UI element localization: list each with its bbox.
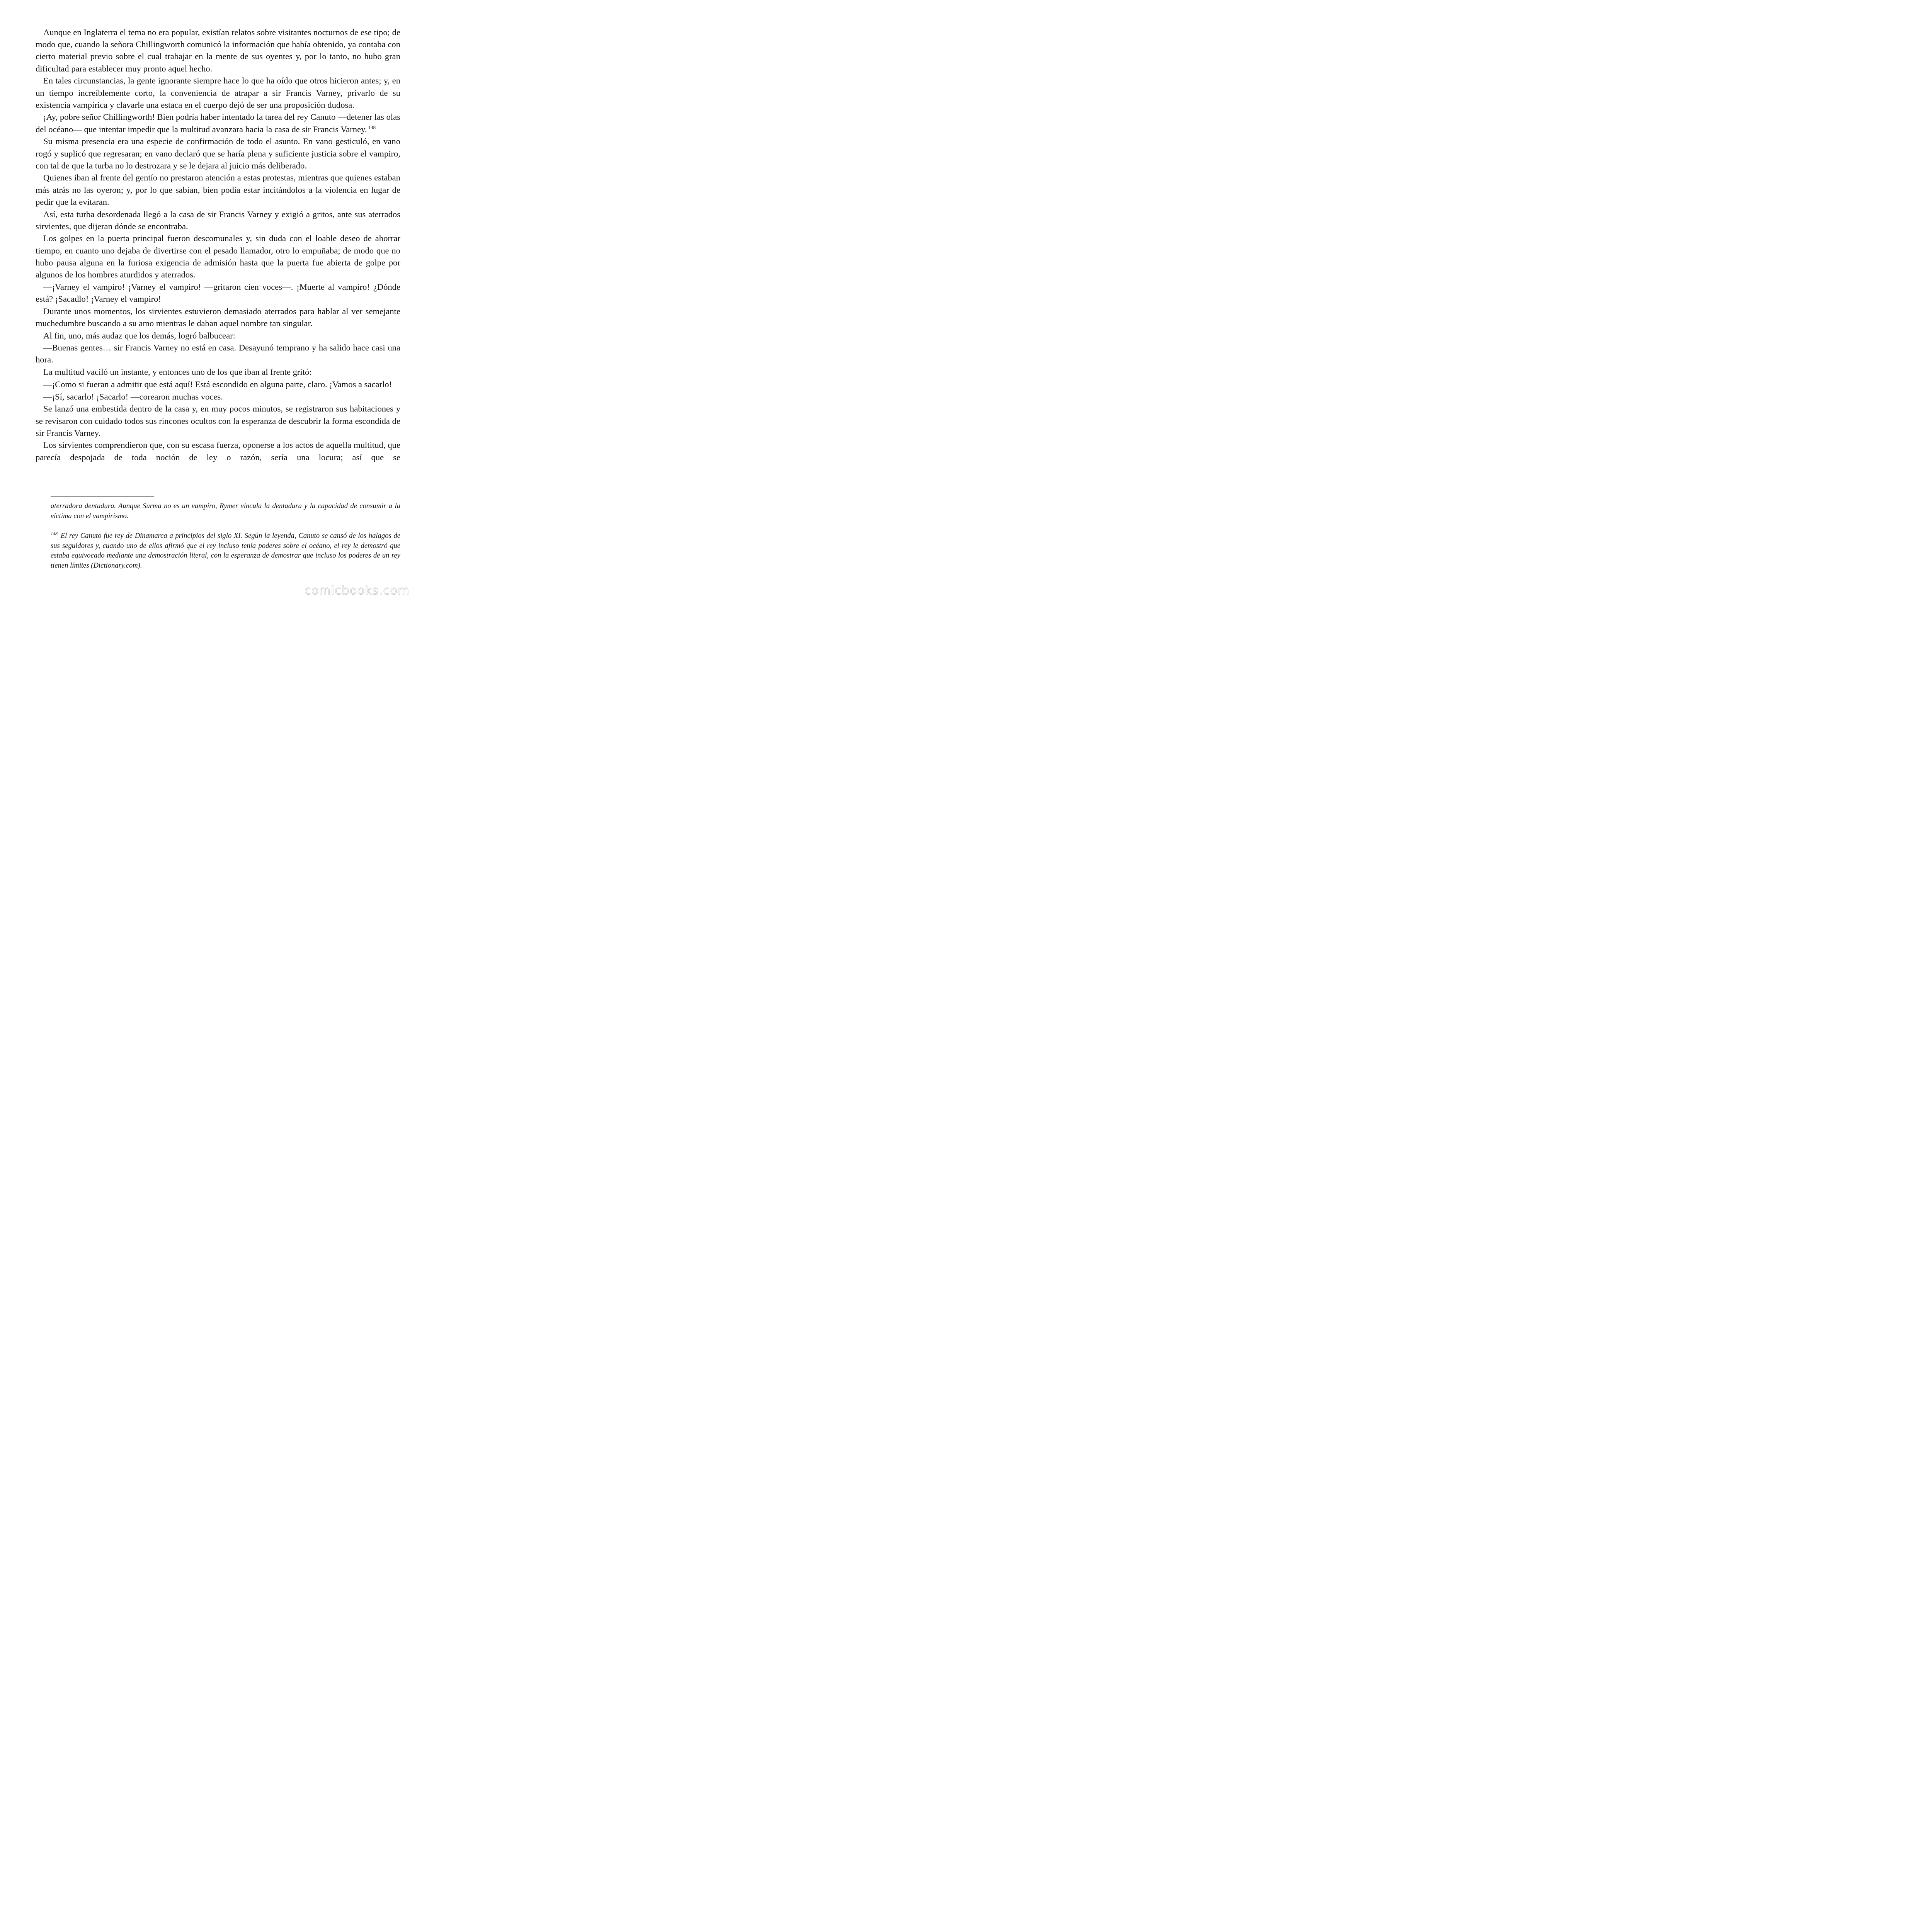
paragraph: En tales circunstancias, la gente ignorante siempre hace lo que ha oído que otros hicieron antes; y, en un tiempo increíblemente corto, la conveniencia de atrapar a sir Francis Varney, privarlo de su existencia vampírica y clavarle una estaca en el cuerpo dejó de ser una proposición dudosa.	[36, 76, 400, 110]
paragraph: Su misma presencia era una especie de confirmación de todo el asunto. En vano gesticuló, en vano rogó y suplicó que regresaran; en vano declaró que se haría plena y suficiente justicia sobre el vampiro, con tal de que la turba no lo destrozara y se le dejara al juicio más deliberado.	[36, 136, 400, 170]
paragraph	[36, 111, 400, 135]
paragraph: —¡Como si fueran a admitir que está aquí! Está escondido en alguna parte, claro. ¡Vamos a sacarlo!	[43, 379, 392, 389]
paragraph: —¡Sí, sacarlo! ¡Sacarlo! —corearon muchas voces.	[43, 391, 223, 401]
main-text	[36, 26, 400, 463]
footnote-reference: 148	[368, 124, 376, 130]
paragraph: Los golpes en la puerta principal fueron descomunales y, sin duda con el loable deseo de ahorrar tiempo, en cuanto uno dejaba de divertirse con el pesado llamador, otro lo empuñaba; de modo que no hubo pausa alguna en la furiosa exigencia de admisión hasta que la puerta fue abierta de golpe por algunos de los hombres aturdidos y aterrados.	[36, 233, 400, 280]
paragraph: La multitud vaciló un instante, y entonces uno de los que iban al frente gritó:	[43, 367, 312, 377]
footnote-148	[51, 531, 400, 570]
paragraph: —¡Varney el vampiro! ¡Varney el vampiro! —gritaron cien voces—. ¡Muerte al vampiro! ¿Dónde está? ¡Sacadlo! ¡Varney el vampiro!	[36, 282, 400, 304]
book-page	[0, 0, 431, 609]
footnote-text: El rey Canuto fue rey de Dinamarca a principios del siglo XI. Según la leyenda, Canuto se cansó de los halagos de sus seguidores y, cuando uno de ellos afirmó que el rey incluso tenía poderes sobre el océano, el rey le demostró que estaba equivocado mediante una demostración literal, con la esperanza de demostrar que incluso los poderes de un rey tienen límites (Dictionary.com).	[51, 532, 400, 570]
paragraph: Quienes iban al frente del gentío no prestaron atención a estas protestas, mientras que quienes estaban más atrás no las oyeron; y, por lo que sabían, bien podía estar incitándolos a la violencia en lugar de pedir que la evitaran.	[36, 173, 400, 207]
watermark: comicbooks.com	[304, 584, 410, 597]
paragraph: Así, esta turba desordenada llegó a la casa de sir Francis Varney y exigió a gritos, ante sus aterrados sirvientes, que dijeran dónde se encontraba.	[36, 209, 400, 231]
paragraph: Los sirvientes comprendieron que, con su escasa fuerza, oponerse a los actos de aquella multitud, que parecía despojada de toda noción de ley o razón, sería una locura; así que se	[36, 440, 400, 462]
paragraph-text: ¡Ay, pobre señor Chillingworth! Bien podría haber intentado la tarea del rey Canuto —detener las olas del océano— que intentar impedir que la multitud avanzara hacia la casa de sir Francis Varney.	[36, 112, 400, 134]
paragraph: Durante unos momentos, los sirvientes estuvieron demasiado aterrados para hablar al ver semejante muchedumbre buscando a su amo mientras le daban aquel nombre tan singular.	[36, 306, 400, 328]
footnotes	[51, 501, 400, 570]
paragraph: Aunque en Inglaterra el tema no era popular, existían relatos sobre visitantes nocturnos de ese tipo; de modo que, cuando la señora Chillingworth comunicó la información que había obtenido, ya contaba con cierto material previo sobre el cual trabajar en la mente de sus oyentes y, por lo tanto, no hubo gran dificultad para establecer muy pronto aquel hecho.	[36, 27, 400, 73]
footnote-continued: aterradora dentadura. Aunque Surma no es un vampiro, Rymer vincula la dentadura y la capacidad de consumir a la víctima con el vampirismo.	[51, 502, 400, 520]
paragraph: —Buenas gentes… sir Francis Varney no está en casa. Desayunó temprano y ha salido hace casi una hora.	[36, 343, 400, 365]
footnote-number: 148	[51, 531, 58, 536]
paragraph: Se lanzó una embestida dentro de la casa y, en muy pocos minutos, se registraron sus habitaciones y se revisaron con cuidado todos sus rincones ocultos con la esperanza de descubrir la forma escondida de sir Francis Varney.	[36, 404, 400, 438]
paragraph: Al fin, uno, más audaz que los demás, logró balbucear:	[43, 330, 235, 340]
